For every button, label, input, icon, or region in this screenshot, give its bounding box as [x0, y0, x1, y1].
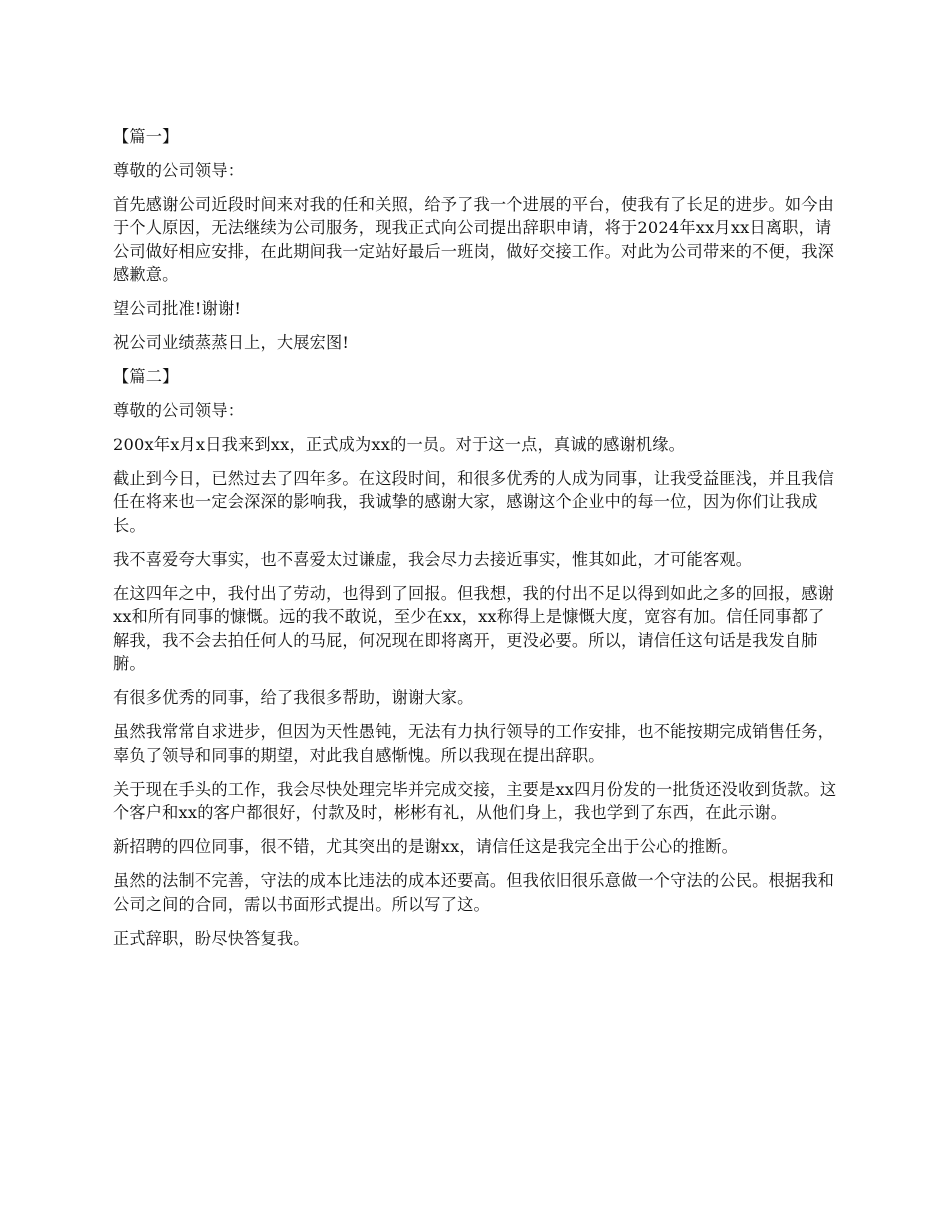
body-paragraph: 新招聘的四位同事，很不错，尤其突出的是谢xx，请信任这是我完全出于公心的推断。 [113, 837, 738, 856]
body-paragraph: 首先感谢公司近段时间来对我的任和关照，给予了我一个进展的平台，使我有了长足的进步。如今由于个人原因，无法继续为公司服务，现我正式向公司提出辞职申请，将于2024年xx月xx日离职，请公司做好相应安排，在此期间我一定站好最后一班岗，做好交接工作。对此为公司带来的不便，我深感歉意。 [113, 194, 835, 284]
closing-line: 正式辞职，盼尽快答复我。 [113, 928, 310, 948]
body-paragraph: 望公司批准!谢谢! [113, 299, 242, 318]
body-paragraph: 截止到今日，已然过去了四年多。在这段时间，和很多优秀的人成为同事，让我受益匪浅，并且我信任在将来也一定会深深的影响我，我诚挚的感谢大家，感谢这个企业中的每一位，因为你们让我成长。 [113, 468, 835, 535]
body-paragraph: 在这四年之中，我付出了劳动，也得到了回报。但我想，我的付出不足以得到如此之多的回报，感谢xx和所有同事的慷慨。远的我不敢说，至少在xx，xx称得上是慷慨大度，宽容有加。信任同事都了解我，我不会去拍任何人的马屁，何况现在即将离开，更没必要。所以，请信任这句话是我发自肺腑。 [113, 583, 835, 673]
salutation-1: 尊敬的公司领导： [113, 160, 245, 180]
body-paragraph: 有很多优秀的同事，给了我很多帮助，谢谢大家。 [113, 688, 474, 707]
body-paragraph: 虽然的法制不完善，守法的成本比违法的成本还要高。但我依旧很乐意做一个守法的公民。根据我和公司之间的合同，需以书面形式提出。所以写了这。 [113, 871, 835, 914]
section-heading-2: 【篇二】 [113, 367, 179, 386]
body-paragraph: 我不喜爱夸大事实，也不喜爱太过谦虚，我会尽力去接近事实，惟其如此，才可能客观。 [113, 549, 753, 569]
section-heading-1: 【篇一】 [113, 127, 179, 146]
body-paragraph: 关于现在手头的工作，我会尽快处理完毕并完成交接，主要是xx四月份发的一批货还没收到货款。这个客户和xx的客户都很好，付款及时，彬彬有礼，从他们身上，我也学到了东西，在此示谢。 [113, 779, 837, 822]
document-body [113, 125, 838, 961]
salutation-2: 尊敬的公司领导： [113, 400, 245, 420]
body-paragraph: 200x年x月x日我来到xx，正式成为xx的一员。对于这一点，真诚的感谢机缘。 [113, 434, 686, 454]
closing-wish: 祝公司业绩蒸蒸日上，大展宏图! [113, 333, 350, 352]
body-paragraph: 虽然我常常自求进步，但因为天性愚钝，无法有力执行领导的工作安排，也不能按期完成销售任务，辜负了领导和同事的期望，对此我自感惭愧。所以我现在提出辞职。 [113, 722, 835, 765]
